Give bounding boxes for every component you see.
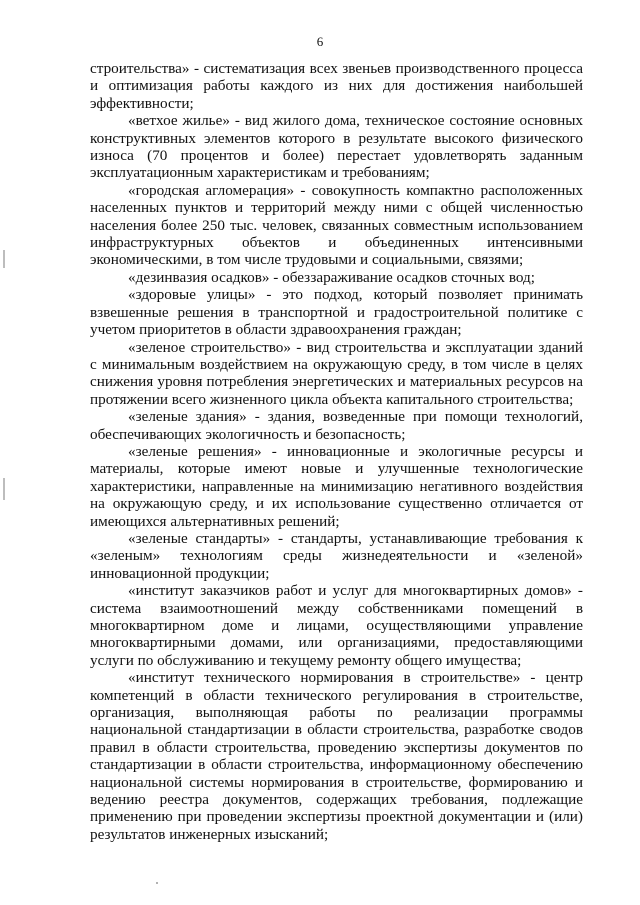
definition-technical-standardization-institute: «институт технического нормирования в строительстве» - центр компетенций в области технического регулирования в строительстве, организация, выполняющая работы по реализации программы национальной стандартизации в области строительства, разработке сводов правил в области строительства, проведению экспертизы документов по стандартизации в области строительства, информационному обеспечению национальной системы нормирования в строительстве, формированию и ведению реестра документов, содержащих требования, подлежащие применению при проведении экспертизы проектной документации и (или) результатов инженерных изысканий; <box>90 669 583 843</box>
definition-green-construction: «зеленое строительство» - вид строительства и эксплуатации зданий с минимальным воздействием на окружающую среду, в том числе в целях снижения уровня потребления энергетических и материальных ресурсов на протяжении всего жизненного цикла объекта капитального строительства; <box>90 338 583 408</box>
paragraph-continuation: строительства» - систематизация всех звеньев производственного процесса и оптимизация работы каждого из них для достижения наибольшей эффективности; <box>90 60 583 112</box>
definition-sludge-disinvasion: «дезинвазия осадков» - обеззараживание осадков сточных вод; <box>128 268 535 286</box>
scan-edge-mark-top <box>3 250 5 268</box>
definition-green-buildings: «зеленые здания» - здания, возведенные при помощи технологий, обеспечивающих экологичность и безопасность; <box>90 408 583 443</box>
definition-customer-institute: «институт заказчиков работ и услуг для многоквартирных домов» - система взаимоотношений между собственниками помещений в многоквартирном доме и лицами, осуществляющими управление многоквартирными домами, или организациями, предоставляющими услуги по обслуживанию и текущему ремонту общего имущества; <box>90 582 583 669</box>
definition-dilapidated-housing: «ветхое жилье» - вид жилого дома, техническое состояние основных конструктивных элементов которого в результате высокого физического износа (70 процентов и более) перестает удовлетворять заданным эксплуатационным характеристикам и требованиям; <box>90 112 583 182</box>
scan-edge-mark-bottom <box>3 478 5 500</box>
scan-speck <box>156 882 158 884</box>
definition-green-standards: «зеленые стандарты» - стандарты, устанавливающие требования к «зеленым» технологиям среды жизнедеятельности и «зеленой» инновационной продукции; <box>90 529 583 582</box>
page-number: 6 <box>316 34 324 49</box>
definition-urban-agglomeration: «городская агломерация» - совокупность компактно расположенных населенных пунктов и территорий между ними с общей численностью населения более 250 тыс. человек, связанных совместным использованием инфраструктурных объектов и объединенных интенсивными экономическими, в том числе трудовыми и социальными, связями; <box>90 181 583 269</box>
definition-green-solutions: «зеленые решения» - инновационные и экологичные ресурсы и материалы, которые имеют новые и улучшенные технологические характеристики, направленные на минимизацию негативного воздействия на окружающую среду, и их использование существенно отличается от имеющихся альтернативных решений; <box>90 442 583 530</box>
document-body <box>90 60 583 843</box>
definition-healthy-streets: «здоровые улицы» - это подход, который позволяет принимать взвешенные решения в транспортной и градостроительной политике с учетом приоритетов в области здравоохранения граждан; <box>90 286 583 339</box>
